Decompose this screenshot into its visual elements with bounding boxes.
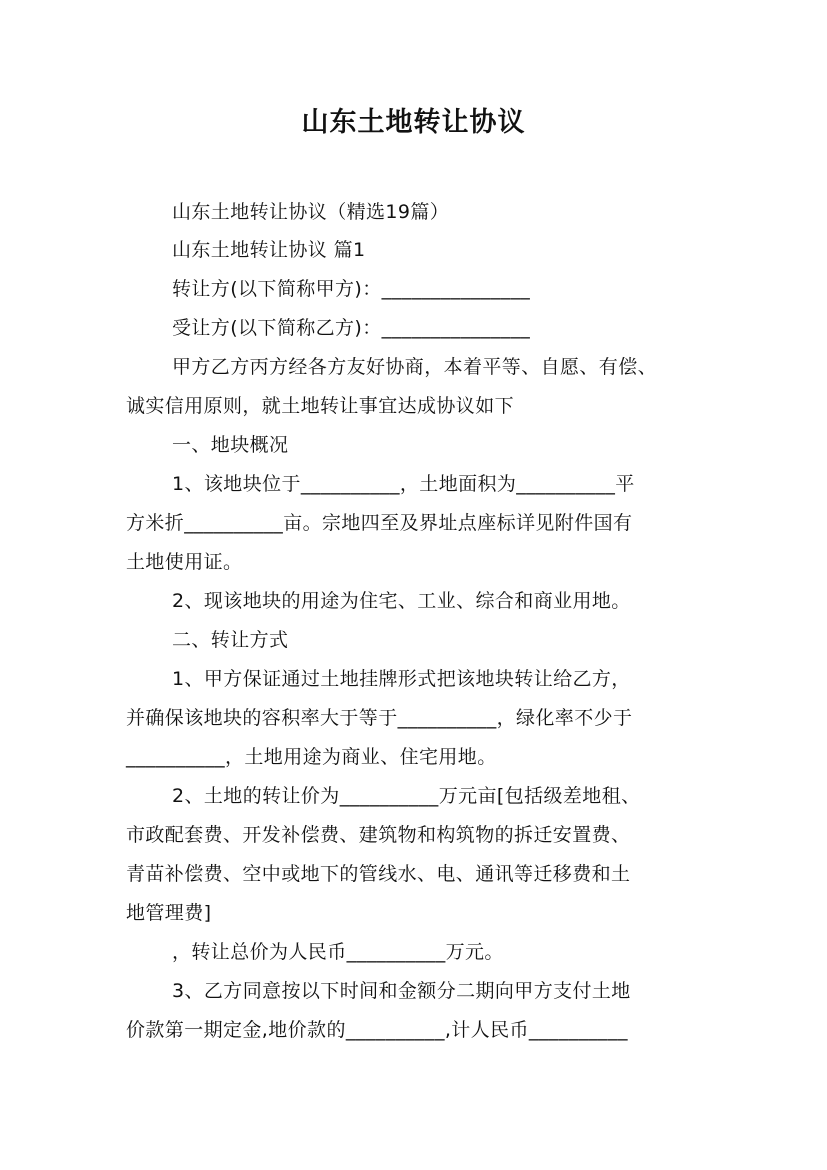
paragraph-line: 1、该地块位于__________，土地面积为__________平 bbox=[172, 473, 635, 495]
section-heading: 一、地块概况 bbox=[172, 434, 289, 456]
paragraph-line: ，转让总价为人民币__________万元。 bbox=[172, 941, 504, 963]
section-heading-article-1: 山东土地转让协议 篇1 bbox=[172, 239, 366, 261]
paragraph-line: 并确保该地块的容积率大于等于__________，绿化率不少于 bbox=[126, 707, 633, 729]
paragraph-line: 诚实信用原则，就土地转让事宜达成协议如下 bbox=[126, 395, 515, 417]
paragraph-line: 地管理费] bbox=[126, 902, 212, 924]
paragraph-line: 2、现该地块的用途为住宅、工业、综合和商业用地。 bbox=[172, 590, 631, 612]
paragraph-line: 2、土地的转让价为__________万元亩[包括级差地租、 bbox=[172, 785, 641, 807]
transferee-line: 受让方(以下简称乙方)：_______________ bbox=[172, 317, 531, 339]
paragraph-line: 甲方乙方丙方经各方友好协商，本着平等、自愿、有偿、 bbox=[172, 356, 658, 378]
subtitle-collection: 山东土地转让协议（精选19篇） bbox=[172, 201, 450, 223]
document-title: 山东土地转让协议 bbox=[301, 107, 526, 138]
section-heading: 二、转让方式 bbox=[172, 629, 289, 651]
paragraph-line: 1、甲方保证通过土地挂牌形式把该地块转让给乙方， bbox=[172, 668, 631, 690]
paragraph-line: 3、乙方同意按以下时间和金额分二期向甲方支付土地 bbox=[172, 980, 631, 1002]
transferor-line: 转让方(以下简称甲方)：_______________ bbox=[172, 278, 531, 300]
paragraph-line: 青苗补偿费、空中或地下的管线水、电、通讯等迁移费和土 bbox=[126, 863, 631, 885]
paragraph-line: 方米折__________亩。宗地四至及界址点座标详见附件国有 bbox=[126, 512, 633, 534]
paragraph-line: 市政配套费、开发补偿费、建筑物和构筑物的拆迁安置费、 bbox=[126, 824, 631, 846]
paragraph-line: 价款第一期定金,地价款的__________,计人民币__________ bbox=[126, 1019, 628, 1041]
paragraph-line: 土地使用证。 bbox=[126, 551, 243, 573]
paragraph-line: __________，土地用途为商业、住宅用地。 bbox=[126, 746, 497, 768]
